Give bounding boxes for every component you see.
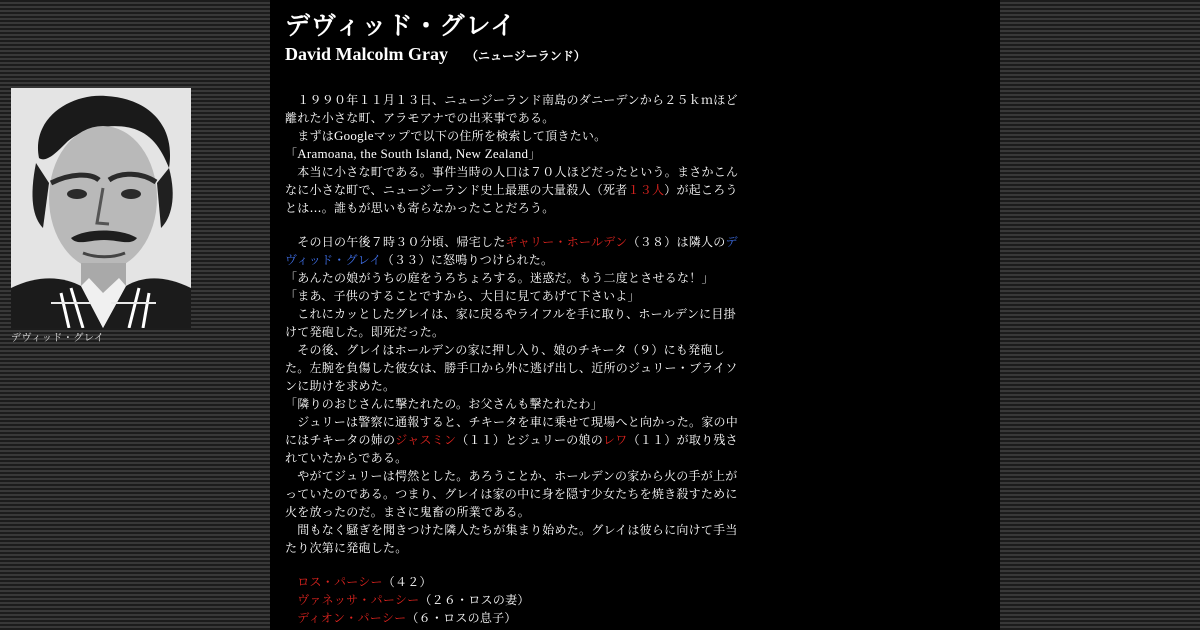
portrait-photo bbox=[11, 88, 191, 328]
text-span: （１１）が取り残されていたからである。 bbox=[285, 433, 738, 465]
victim-name: ジャスミン bbox=[395, 433, 457, 447]
paragraph: １９９０年１１月１３日、ニュージーランド南島のダニーデンから２５ｋｍほど離れた小さな町、アラモアナでの出来事である。 bbox=[285, 93, 738, 125]
victim-name: ヴァネッサ・パーシー bbox=[297, 593, 420, 607]
paragraph: 間もなく騒ぎを聞きつけた隣人たちが集まり始めた。グレイは彼らに向けて手当たり次第に発砲した。 bbox=[285, 523, 738, 555]
paragraph bbox=[285, 233, 741, 269]
paragraph bbox=[285, 413, 741, 467]
text-span: （３３）に怒鳴りつけられた。 bbox=[381, 253, 554, 267]
text-span: （１１）とジュリーの娘の bbox=[456, 433, 604, 447]
left-sidebar bbox=[0, 0, 270, 630]
text-span: マップで以下の住所を検索して頂きたい。 bbox=[373, 129, 607, 143]
paragraph bbox=[285, 127, 741, 145]
victim-name: ロス・パーシー bbox=[297, 575, 383, 589]
address-line bbox=[285, 145, 741, 163]
paragraph: その後、グレイはホールデンの家に押し入り、娘のチキータ（９）にも発砲した。左腕を負傷した彼女は、勝手口から外に逃げ出し、近所のジュリー・ブライソンに助けを求めた。 bbox=[285, 343, 738, 393]
text-span: その日の午後７時３０分頃、帰宅した bbox=[285, 235, 506, 249]
paragraph: やがてジュリーは愕然とした。あろうことか、ホールデンの家から火の手が上がっていたのである。つまり、グレイは家の中に身を隠す少女たちを焼き殺すために火を放ったのだ。まさに鬼畜の所業である。 bbox=[285, 469, 738, 519]
right-background bbox=[1000, 0, 1200, 630]
article-body bbox=[285, 91, 741, 627]
perpetrator-name: デヴィッド・グレイ bbox=[285, 235, 738, 267]
paragraph bbox=[285, 163, 741, 217]
subtitle bbox=[285, 42, 741, 68]
victim-line bbox=[285, 609, 741, 627]
text-span: 「 bbox=[285, 147, 298, 161]
quote: 「まあ、子供のすることですから、大目に見てあげて下さいよ」 bbox=[285, 289, 640, 303]
quote: 「隣りのおじさんに撃たれたの。お父さんも撃たれたわ」 bbox=[285, 397, 604, 411]
portrait-caption: デヴィッド・グレイ bbox=[11, 333, 105, 344]
victim-name: ギャリー・ホールデン bbox=[505, 235, 628, 249]
spacer bbox=[285, 217, 741, 233]
text-span: まずは bbox=[285, 129, 335, 143]
article-panel bbox=[270, 0, 1000, 630]
victim-detail: （６・ロスの息子） bbox=[406, 611, 517, 625]
text-span: （３８）は隣人の bbox=[627, 235, 726, 249]
article-content bbox=[285, 10, 741, 627]
text-span: 本当に小さな町である。事件当時の人口は７０人ほどだったという。まさかこんなに小さな町で、ニュージーランド史上最悪の大量殺人（死者 bbox=[285, 165, 739, 197]
victim-line bbox=[285, 573, 741, 591]
victim-line bbox=[285, 591, 741, 609]
paragraph: これにカッとしたグレイは、家に戻るやライフルを手に取り、ホールデンに目掛けて発砲した。即死だった。 bbox=[285, 307, 736, 339]
page-title: デヴィッド・グレイ bbox=[285, 11, 517, 40]
country-label: （ニュージーランド） bbox=[465, 49, 586, 63]
text-span: ジュリーは警察に通報すると、チキータを車に乗せて現場へと向かった。家の中にはチキータの姉の bbox=[285, 415, 739, 447]
text-span: 」 bbox=[528, 147, 541, 161]
victim-name: ディオン・パーシー bbox=[297, 611, 407, 625]
text-span: Google bbox=[334, 128, 374, 143]
quote: 「あんたの娘がうちの庭をうろちょろする。迷惑だ。もう二度とさせるな！」 bbox=[285, 271, 714, 285]
address-text: Aramoana, the South Island, New Zealand bbox=[297, 146, 529, 161]
english-name: David Malcolm Gray bbox=[285, 44, 448, 64]
spacer bbox=[285, 557, 741, 573]
victim-name: レワ bbox=[603, 433, 628, 447]
death-count: １３人 bbox=[627, 183, 665, 197]
victim-detail: （２６・ロスの妻） bbox=[419, 593, 530, 607]
text-span: ）が起ころうとは…。誰もが思いも寄らなかったことだろう。 bbox=[285, 183, 738, 215]
victim-detail: （４２） bbox=[382, 575, 432, 589]
